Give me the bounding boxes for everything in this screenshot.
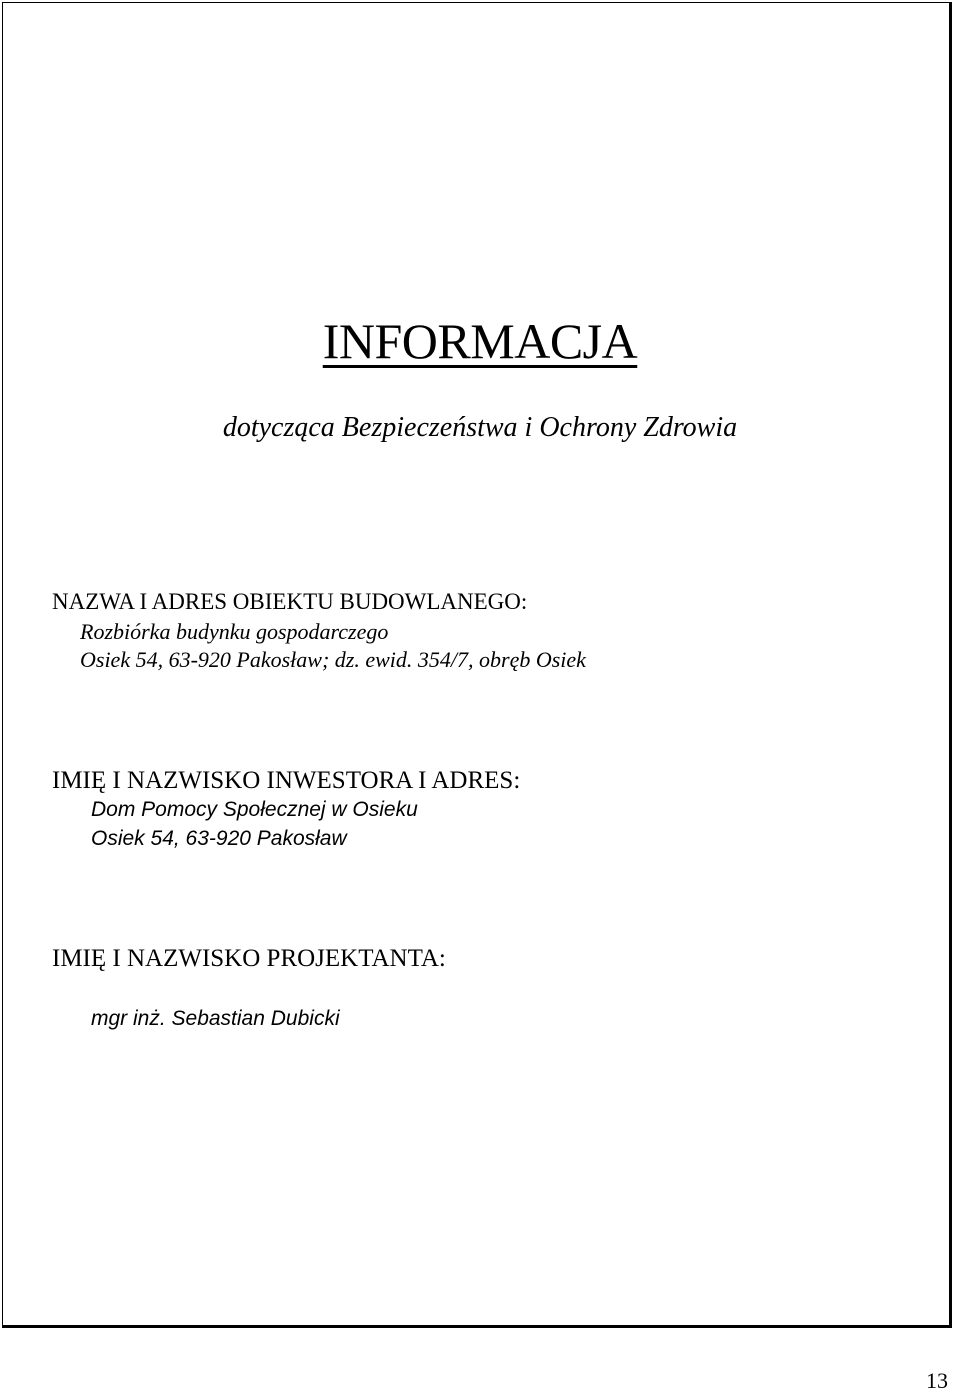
- investor-name: Dom Pomocy Społecznej w Osieku: [91, 798, 418, 821]
- object-description: Rozbiórka budynku gospodarczego: [80, 619, 389, 644]
- page-number: 13: [926, 1368, 948, 1393]
- document-title: INFORMACJA: [322, 313, 638, 369]
- investor-heading: IMIĘ I NAZWISKO INWESTORA I ADRES:: [52, 767, 521, 794]
- designer-heading: IMIĘ I NAZWISKO PROJEKTANTA:: [52, 945, 446, 972]
- investor-address: Osiek 54, 63-920 Pakosław: [91, 827, 347, 850]
- object-address: Osiek 54, 63-920 Pakosław; dz. ewid. 354/7, obręb Osiek: [80, 647, 586, 672]
- object-heading: NAZWA I ADRES OBIEKTU BUDOWLANEGO:: [52, 589, 528, 614]
- document-subtitle: dotycząca Bezpieczeństwa i Ochrony Zdrowia: [222, 412, 738, 443]
- designer-name: mgr inż. Sebastian Dubicki: [91, 1007, 340, 1030]
